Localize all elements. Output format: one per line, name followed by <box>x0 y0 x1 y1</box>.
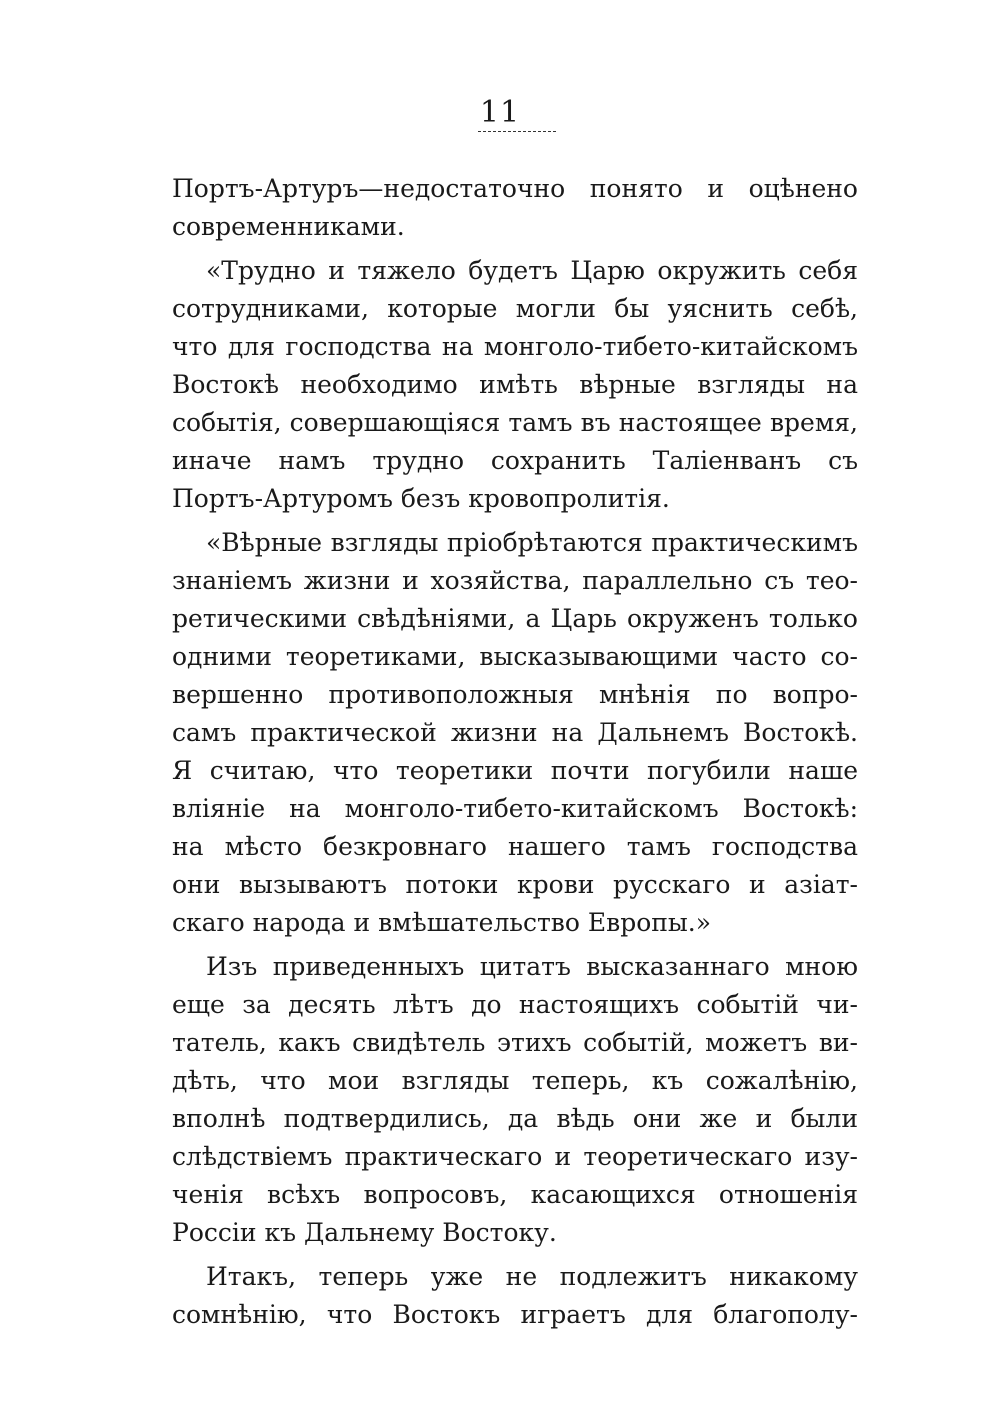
text-line: ченія всѣхъ вопросовъ, касающихся отношенія <box>172 1180 858 1209</box>
text-line: знаніемъ жизни и хозяйства, параллельно съ тео- <box>172 566 858 595</box>
text-line: ретическими свѣдѣніями, а Царь окруженъ только <box>172 604 858 633</box>
text-line: еще за десять лѣтъ до настоящихъ событій чи- <box>172 990 858 1019</box>
text-line: Я считаю, что теоретики почти погубили наше <box>172 756 858 785</box>
text-line: «Трудно и тяжело будетъ Царю окружить себя <box>206 256 858 285</box>
text-line: самъ практической жизни на Дальнемъ Востокѣ. <box>172 718 858 747</box>
text-line: вліяніе на монголо-тибето-китайскомъ Востокѣ: <box>172 794 858 823</box>
text-line: на мѣсто безкровнаго нашего тамъ господства <box>172 832 858 861</box>
text-line: «Вѣрные взгляды пріобрѣтаются практическимъ <box>206 528 858 557</box>
text-line: вполнѣ подтвердились, да вѣдь они же и были <box>172 1104 858 1133</box>
text-line: Востокѣ необходимо имѣть вѣрные взгляды на <box>172 370 858 399</box>
text-line: скаго народа и вмѣшательство Европы.» <box>172 908 712 937</box>
text-line: дѣть, что мои взгляды теперь, къ сожалѣнію, <box>172 1066 858 1095</box>
page-number: 11 <box>479 95 521 130</box>
body-text <box>172 170 858 1334</box>
text-line: они вызываютъ потоки крови русскаго и азіат- <box>172 870 858 899</box>
page-number-underline <box>478 131 556 132</box>
text-line: Портъ-Артуромъ безъ кровопролитія. <box>172 484 670 513</box>
text-line: татель, какъ свидѣтель этихъ событій, можетъ ви- <box>172 1028 858 1057</box>
text-line: событія, совершающіяся тамъ въ настоящее время, <box>172 408 858 437</box>
text-line: Итакъ, теперь уже не подлежитъ никакому <box>206 1262 858 1291</box>
text-line: сомнѣнію, что Востокъ играетъ для благополу- <box>172 1300 858 1329</box>
text-line: вершенно противоположныя мнѣнія по вопро- <box>172 680 858 709</box>
text-line: слѣдствіемъ практическаго и теоретическаго изу- <box>172 1142 858 1171</box>
text-line: современниками. <box>172 212 405 241</box>
text-line: Изъ приведенныхъ цитатъ высказаннаго мною <box>206 952 858 981</box>
text-line: сотрудниками, которые могли бы уяснить себѣ, <box>172 294 858 323</box>
text-line: иначе намъ трудно сохранить Таліенванъ съ <box>172 446 858 475</box>
text-line: что для господства на монголо-тибето-китайскомъ <box>172 332 858 361</box>
text-line: одними теоретиками, высказывающими часто со- <box>172 642 858 671</box>
text-line: Портъ-Артуръ—недостаточно понято и оцѣнено <box>172 174 858 203</box>
text-line: Россіи къ Дальнему Востоку. <box>172 1218 557 1247</box>
